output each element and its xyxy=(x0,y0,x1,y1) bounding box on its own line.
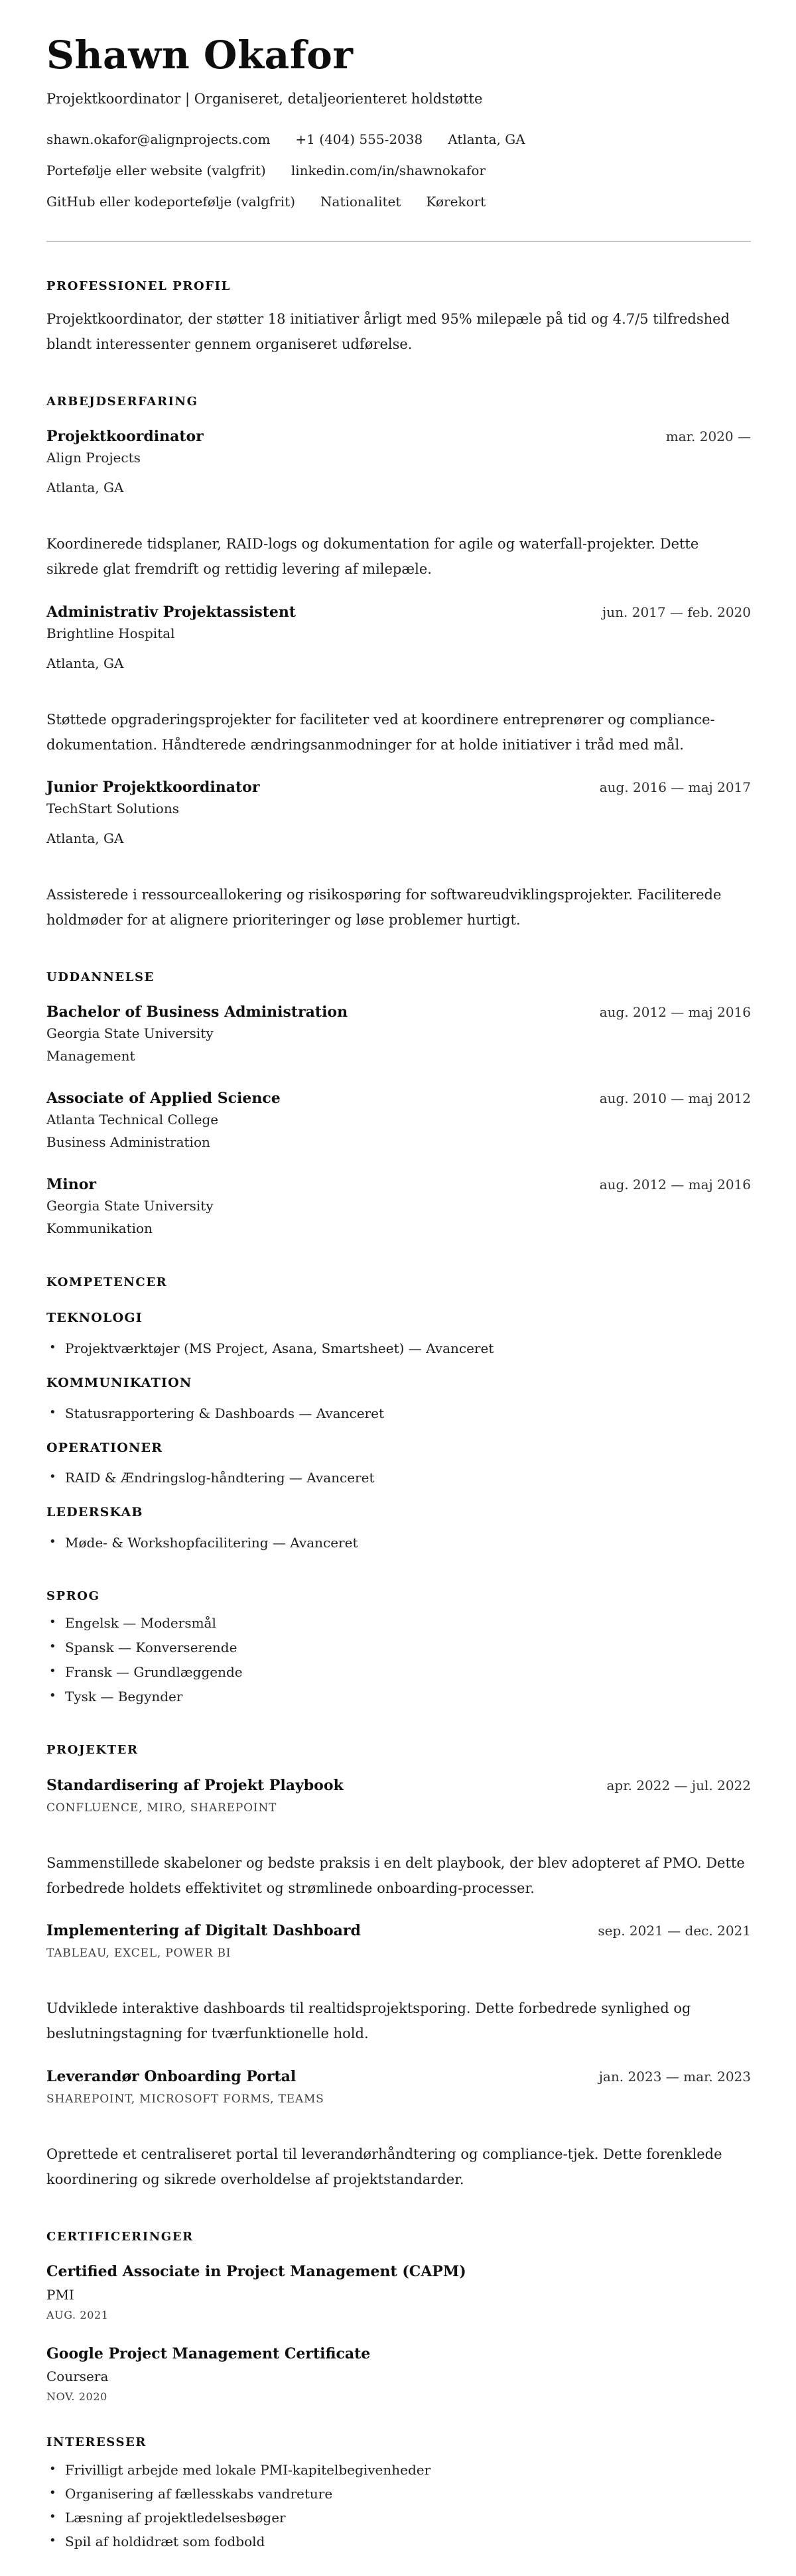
degree-field: Business Administration xyxy=(46,1134,210,1151)
contact-location: Atlanta, GA xyxy=(448,131,525,148)
job-entry xyxy=(46,426,751,582)
project-description: Udviklede interaktive dashboards til realtidsprojektsporing. Dette forbedrede synlighed og beslutningstagning for tværfunktionelle hold. xyxy=(46,2000,691,2042)
section-heading-profile: PROFESSIONEL PROFIL xyxy=(46,279,231,294)
contact-github: GitHub eller kodeportefølje (valgfrit) xyxy=(46,194,296,210)
skill-group-title: TEKNOLOGI xyxy=(46,1311,143,1326)
job-company: TechStart Solutions xyxy=(46,801,179,817)
project-entry-head xyxy=(46,1775,751,1797)
contact-email: shawn.okafor@alignprojects.com xyxy=(46,131,271,148)
skill-group-title: OPERATIONER xyxy=(46,1440,163,1455)
job-title: Projektkoordinator xyxy=(46,428,204,446)
project-tools: SHAREPOINT, MICROSOFT FORMS, TEAMS xyxy=(46,2092,324,2106)
language-item: • Spansk — Konverserende xyxy=(46,1639,751,1657)
degree-dates: aug. 2012 — maj 2016 xyxy=(599,1004,751,1021)
job-company: Brightline Hospital xyxy=(46,625,175,641)
degree-field: Management xyxy=(46,1048,135,1064)
cert-date: AUG. 2021 xyxy=(46,2308,109,2321)
job-dates: mar. 2020 — xyxy=(665,428,751,445)
skill-item: • Møde- & Workshopfacilitering — Avanceret xyxy=(46,1534,751,1552)
header-divider xyxy=(46,241,751,242)
cert-date: NOV. 2020 xyxy=(46,2390,107,2404)
section-heading-certifications: CERTIFICERINGER xyxy=(46,2229,194,2244)
project-entry-head xyxy=(46,2067,751,2088)
section-heading-languages: SPROG xyxy=(46,1589,100,1604)
job-entry-head xyxy=(46,426,751,448)
degree-title: Associate of Applied Science xyxy=(46,1090,281,1108)
job-entry-head xyxy=(46,602,751,623)
job-description: Koordinerede tidsplaner, RAID-logs og dokumentation for agile og waterfall-projekter. Dette sikrede glat fremdrift og rettidig levering af milepæle. xyxy=(46,536,699,578)
skill-item: • RAID & Ændringslog-håndtering — Avanceret xyxy=(46,1469,751,1487)
project-tools: TABLEAU, EXCEL, POWER BI xyxy=(46,1947,232,1961)
project-dates: jan. 2023 — mar. 2023 xyxy=(598,2069,751,2085)
contact-license: Kørekort xyxy=(426,194,486,210)
project-entry xyxy=(46,1775,751,1901)
degree-school: Georgia State University xyxy=(46,1197,214,1214)
job-entry xyxy=(46,602,751,757)
section-heading-skills: KOMPETENCER xyxy=(46,1275,168,1289)
section-heading-education: UDDANNELSE xyxy=(46,970,155,984)
cert-issuer: Coursera xyxy=(46,2368,109,2385)
job-company: Align Projects xyxy=(46,450,141,466)
degree-school: Atlanta Technical College xyxy=(46,1112,219,1128)
skill-group-list xyxy=(46,1469,751,1487)
degree-dates: aug. 2012 — maj 2016 xyxy=(599,1177,751,1193)
project-title: Implementering af Digitalt Dashboard xyxy=(46,1922,361,1940)
degree-entry-head xyxy=(46,1002,751,1023)
project-dates: sep. 2021 — dec. 2021 xyxy=(598,1923,751,1939)
project-description: Sammenstillede skabeloner og bedste praksis i en delt playbook, der blev adopteret af PMO. Dette forbedrede holdets effektivitet og strømlinede onboarding-processer. xyxy=(46,1854,745,1896)
contact-row-2 xyxy=(46,162,751,179)
cert-entry xyxy=(46,2262,751,2323)
profile-text: Projektkoordinator, der støtter 18 initiativer årligt med 95% milepæle på tid og 4.7/5 tilfredshed blandt interessenter gennem organiseret udførelse. xyxy=(46,311,730,353)
skill-group-list xyxy=(46,1340,751,1358)
project-description: Oprettede et centraliseret portal til leverandørhåndtering og compliance-tjek. Dette forenklede koordinering og sikrede overholdelse af projektstandarder. xyxy=(46,2146,722,2187)
section-heading-experience: ARBEJDSERFARING xyxy=(46,395,198,409)
project-tools: CONFLUENCE, MIRO, SHAREPOINT xyxy=(46,1801,277,1815)
project-title: Leverandør Onboarding Portal xyxy=(46,2068,297,2085)
project-entry-head xyxy=(46,1921,751,1942)
project-entry xyxy=(46,1921,751,2047)
project-title: Standardisering af Projekt Playbook xyxy=(46,1776,344,1794)
degree-entry xyxy=(46,1002,751,1066)
contact-row-1 xyxy=(46,131,751,148)
interest-list xyxy=(46,2461,751,2551)
section-heading-interests: INTERESSER xyxy=(46,2435,147,2450)
contact-linkedin: linkedin.com/in/shawnokafor xyxy=(291,162,486,179)
degree-entry xyxy=(46,1088,751,1152)
cert-entry xyxy=(46,2344,751,2405)
resume-name: Shawn Okafor xyxy=(46,32,354,78)
job-entry xyxy=(46,777,751,933)
skill-group-title: LEDERSKAB xyxy=(46,1505,143,1520)
skill-group-list xyxy=(46,1405,751,1423)
job-location: Atlanta, GA xyxy=(46,655,124,671)
degree-field: Kommunikation xyxy=(46,1220,153,1236)
job-title: Administrativ Projektassistent xyxy=(46,603,297,621)
skill-group-list xyxy=(46,1534,751,1552)
degree-school: Georgia State University xyxy=(46,1025,214,1042)
job-location: Atlanta, GA xyxy=(46,480,124,496)
contact-row-3 xyxy=(46,193,751,210)
contact-portfolio: Portefølje eller website (valgfrit) xyxy=(46,162,266,179)
degree-title: Minor xyxy=(46,1176,96,1194)
language-item: • Tysk — Begynder xyxy=(46,1688,751,1706)
job-location: Atlanta, GA xyxy=(46,830,124,847)
job-entry-head xyxy=(46,777,751,799)
cert-issuer: PMI xyxy=(46,2286,74,2303)
job-dates: jun. 2017 — feb. 2020 xyxy=(602,604,751,620)
contact-phone: +1 (404) 555-2038 xyxy=(295,131,423,148)
degree-entry xyxy=(46,1175,751,1238)
resume-tagline: Projektkoordinator | Organiseret, detaljeorienteret holdstøtte xyxy=(46,90,483,107)
contact-nationality: Nationalitet xyxy=(320,194,401,210)
interest-item: • Organisering af fællesskabs vandreture xyxy=(46,2485,751,2503)
skill-group-title: KOMMUNIKATION xyxy=(46,1376,192,1390)
language-item: • Engelsk — Modersmål xyxy=(46,1614,751,1632)
skill-item: • Statusrapportering & Dashboards — Avanceret xyxy=(46,1405,751,1423)
degree-title: Bachelor of Business Administration xyxy=(46,1003,348,1021)
degree-dates: aug. 2010 — maj 2012 xyxy=(599,1090,751,1107)
cert-title: Certified Associate in Project Management (CAPM) xyxy=(46,2262,466,2280)
degree-entry-head xyxy=(46,1088,751,1110)
language-item: • Fransk — Grundlæggende xyxy=(46,1663,751,1681)
language-list xyxy=(46,1614,751,1706)
interest-item: • Frivilligt arbejde med lokale PMI-kapitelbegivenheder xyxy=(46,2461,751,2479)
degree-entry-head xyxy=(46,1175,751,1196)
job-title: Junior Projektkoordinator xyxy=(46,779,260,797)
project-entry xyxy=(46,2067,751,2193)
section-heading-projects: PROJEKTER xyxy=(46,1743,139,1758)
interest-item: • Spil af holdidræt som fodbold xyxy=(46,2533,751,2551)
skill-item: • Projektværktøjer (MS Project, Asana, Smartsheet) — Avanceret xyxy=(46,1340,751,1358)
cert-title: Google Project Management Certificate xyxy=(46,2345,371,2362)
project-dates: apr. 2022 — jul. 2022 xyxy=(606,1777,751,1793)
interest-item: • Læsning af projektledelsesbøger xyxy=(46,2509,751,2527)
job-dates: aug. 2016 — maj 2017 xyxy=(599,779,751,796)
job-description: Støttede opgraderingsprojekter for faciliteter ved at koordinere entreprenører og compliance-dokumentation. Håndterede ændringsanmodninger for at holde initiativer i tråd med mål. xyxy=(46,711,715,753)
job-description: Assisterede i ressourceallokering og risikospøring for softwareudviklingsprojekter. Faciliterede holdmøder for at alignere prioriteringer og løse problemer hurtigt. xyxy=(46,887,722,929)
